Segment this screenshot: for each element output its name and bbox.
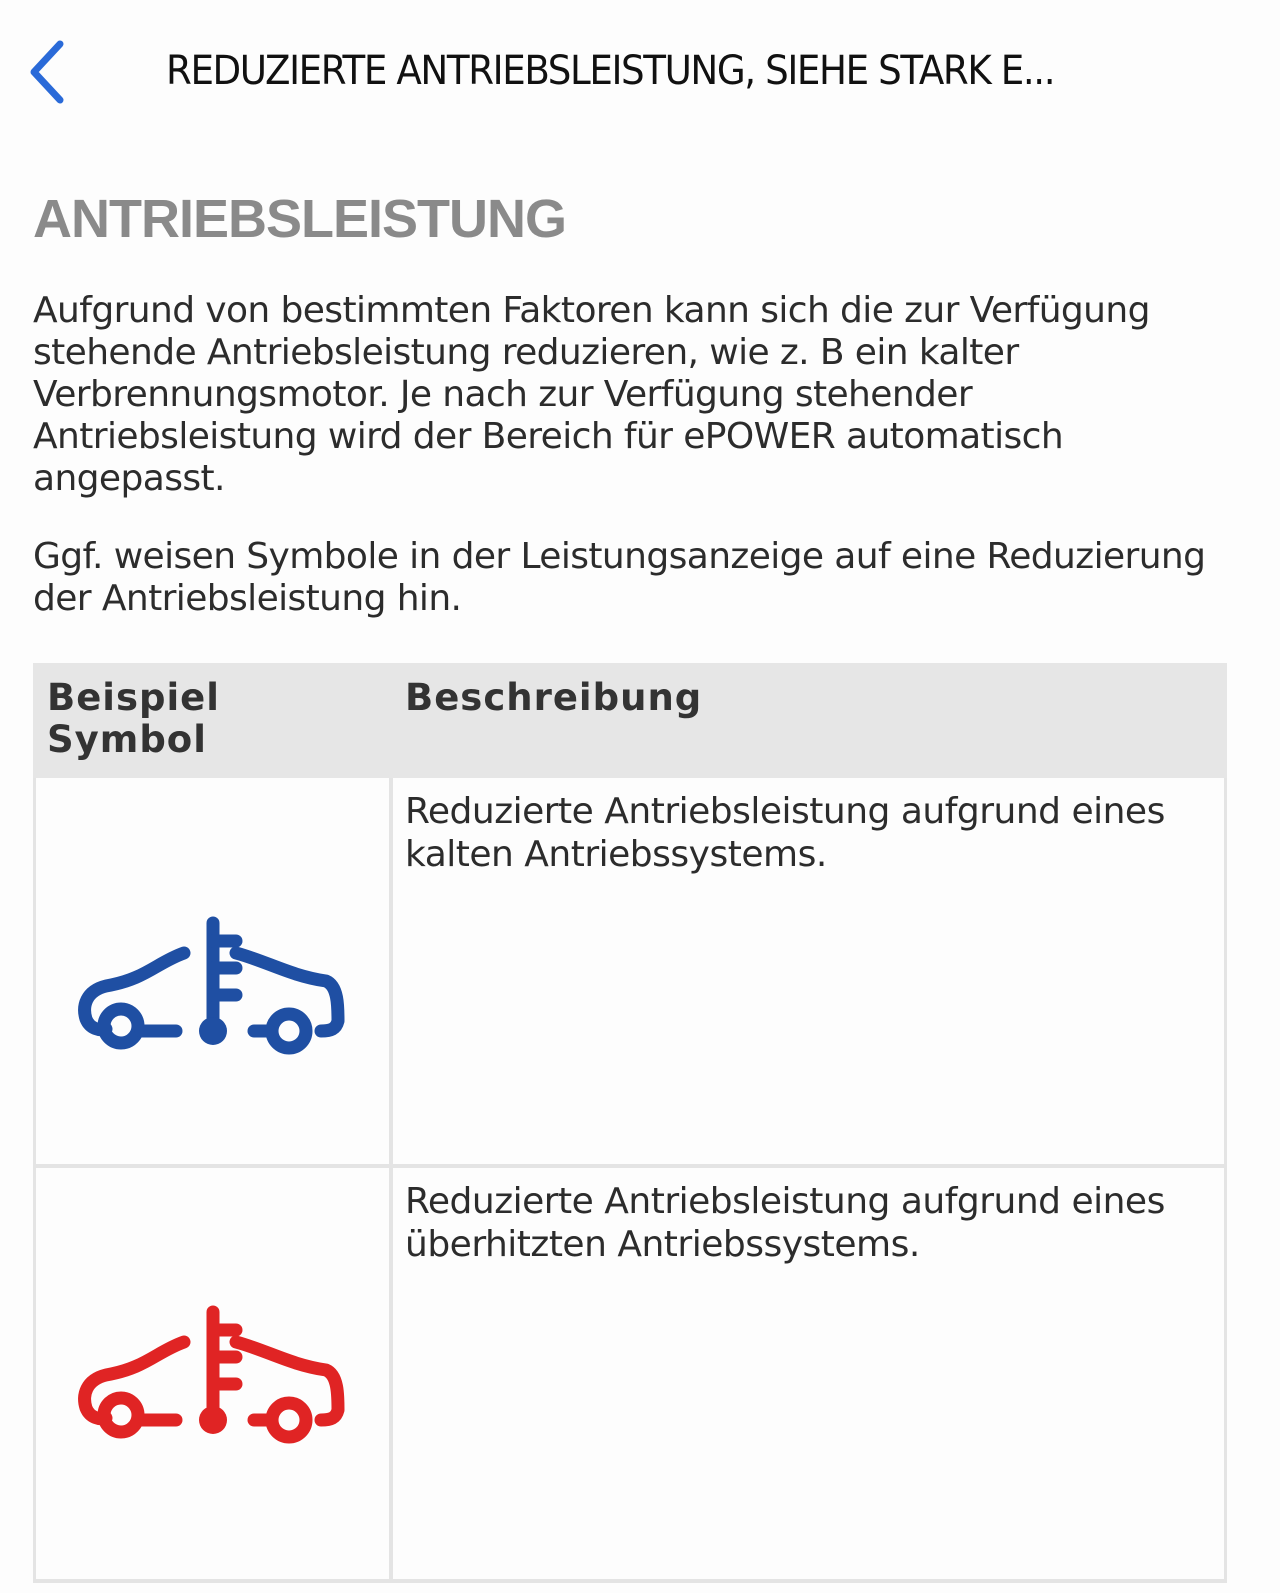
column-header-description: Beschreibung	[405, 676, 703, 719]
intro-paragraph: Aufgrund von bestimmten Faktoren kann sich die zur Verfügung stehende Antriebsleistung reduzieren, wie z. B ein kalter Verbrennungsmotor. Je nach zur Verfügung stehender Antriebsleistung wird der Bereich für ePOWER automatisch angepasst.	[33, 290, 1150, 499]
back-button[interactable]	[24, 38, 74, 108]
row-description: Reduzierte Antriebsleistung aufgrund eines kalten Antriebssystems.	[405, 791, 1165, 875]
page-title: REDUZIERTE ANTRIEBSLEISTUNG, SIEHE STARK E...	[166, 48, 1055, 94]
symbols-paragraph: Ggf. weisen Symbole in der Leistungsanzeige auf eine Reduzierung der Antriebsleistung hin.	[33, 536, 1206, 619]
table-row	[33, 778, 1227, 1168]
car-thermometer-cold-icon	[76, 911, 346, 1061]
car-thermometer-hot-icon	[76, 1300, 346, 1450]
column-header-symbol: Beispiel Symbol	[47, 676, 220, 761]
table-row	[33, 1168, 1227, 1583]
top-navigation-bar	[0, 0, 1280, 150]
column-divider	[389, 1168, 393, 1579]
table-header	[33, 663, 1227, 778]
row-description: Reduzierte Antriebsleistung aufgrund eines überhitzten Antriebssystems.	[405, 1181, 1165, 1265]
column-divider	[389, 778, 393, 1164]
symbol-table	[33, 663, 1227, 1583]
chevron-left-icon	[24, 38, 74, 108]
section-heading: ANTRIEBSLEISTUNG	[33, 189, 567, 249]
